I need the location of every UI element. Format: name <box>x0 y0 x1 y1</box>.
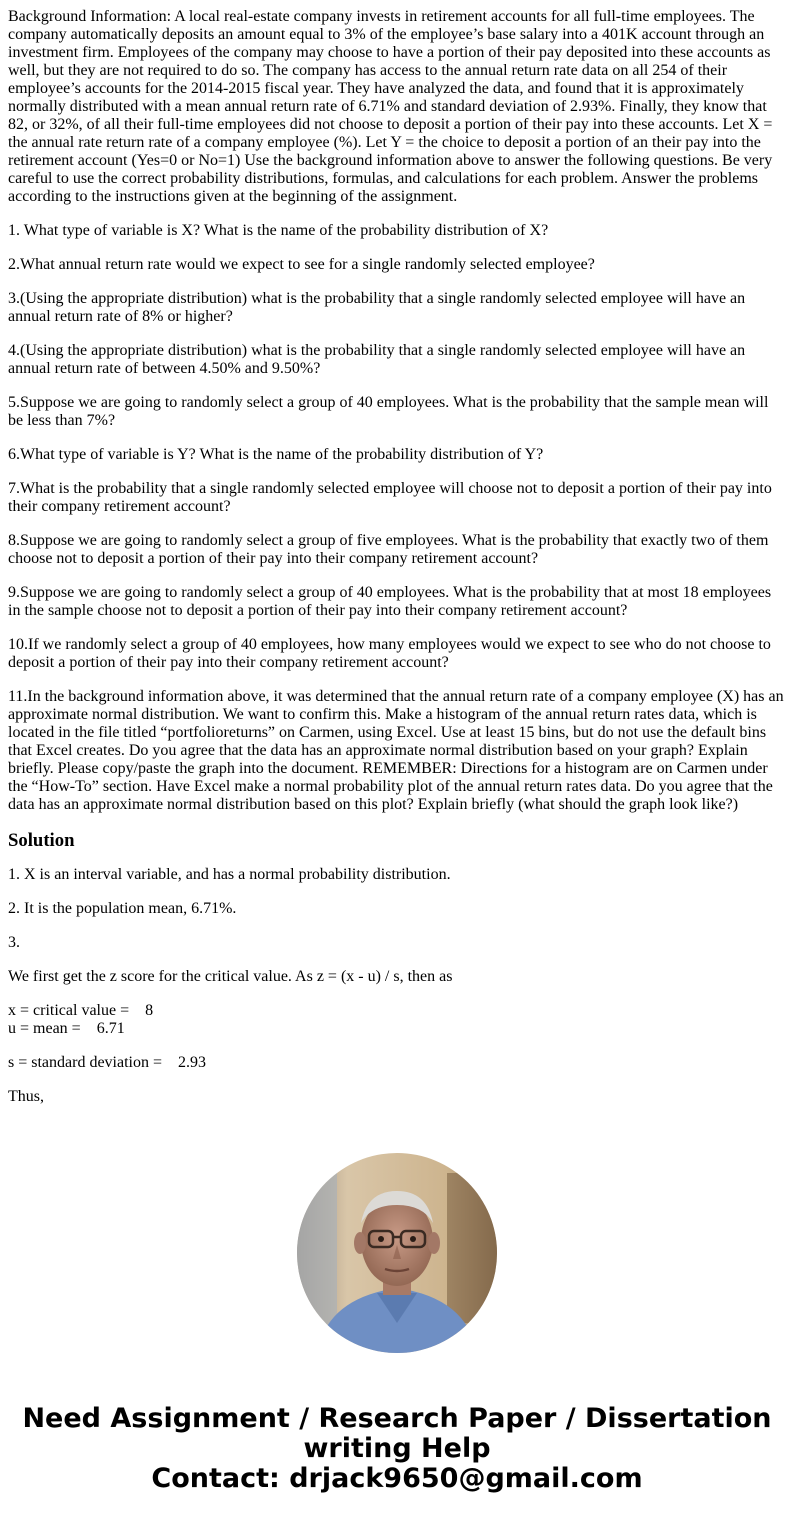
std-dev-line: s = standard deviation = 2.93 <box>8 1054 207 1071</box>
question-5: 5.Suppose we are going to randomly select a group of 40 employees. What is the probability that the sample mean will be less than 7%? <box>8 394 769 429</box>
solution-heading: Solution <box>8 830 75 851</box>
answer-2: 2. It is the population mean, 6.71%. <box>8 900 237 917</box>
question-10: 10.If we randomly select a group of 40 employees, how many employees would we expect to see who do not choose to deposit a portion of their pay into their company retirement account? <box>8 636 771 671</box>
document-body <box>8 8 786 1122</box>
answer-3-label: 3. <box>8 934 20 951</box>
thus-text: Thus, <box>8 1088 44 1105</box>
promo-footer <box>0 1404 794 1494</box>
question-9: 9.Suppose we are going to randomly select a group of 40 employees. What is the probability that at most 18 employees in the sample choose not to deposit a portion of their pay into their company retirement account? <box>8 584 772 619</box>
background-paragraph: Background Information: A local real-estate company invests in retirement accounts for all full-time employees. The company automatically deposits an amount equal to 3% of the employee’s base salary into a 401K account through an investment firm. Employees of the company may choose to have a portion of their pay deposited into these accounts as well, but they are not required to do so. The company has access to the annual return rate data on all 254 of their employee’s accounts for the 2014-2015 fiscal year. They have analyzed the data, and found that it is approximately normally distributed with a mean annual return rate of 6.71% and standard deviation of 2.93%. Finally, they know that 82, or 32%, of all their full-time employees did not choose to deposit a portion of their pay into these accounts. Let X = the annual rate return rate of a company employee (%). Let Y = the choice to deposit a portion of an their pay into the retirement account (Yes=0 or No=1) Use the background information above to answer the following questions. Be very careful to use the correct probability distributions, formulas, and calculations for each problem. Answer the problems according to the instructions given at the beginning of the assignment. <box>8 8 773 205</box>
question-1: 1. What type of variable is X? What is the name of the probability distribution of X? <box>8 222 549 239</box>
calc-values <box>8 1002 786 1038</box>
question-3: 3.(Using the appropriate distribution) what is the probability that a single randomly selected employee will have an annual return rate of 8% or higher? <box>8 290 746 325</box>
question-8: 8.Suppose we are going to randomly select a group of five employees. What is the probability that exactly two of them choose not to deposit a portion of their pay into their company retirement account? <box>8 532 769 567</box>
answer-1: 1. X is an interval variable, and has a normal probability distribution. <box>8 866 451 883</box>
promo-line-2: writing Help <box>303 1433 491 1464</box>
question-11: 11.In the background information above, it was determined that the annual return rate of a company employee (X) has an approximate normal distribution. We want to confirm this. Make a histogram of the annual return rates data, which is located in the file titled “portfolioreturns” on Carmen, using Excel. Use at least 15 bins, but do not use the default bins that Excel creates. Do you agree that the data has an approximate normal distribution based on your graph? Explain briefly. Please copy/paste the graph into the document. REMEMBER: Directions for a histogram are on Carmen under the “How-To” section. Have Excel make a normal probability plot of the annual return rates data. Do you agree that the data has an approximate normal distribution based on this plot? Explain briefly (what should the graph look like?) <box>8 688 784 813</box>
promo-line-1: Need Assignment / Research Paper / Dissertation <box>22 1403 772 1434</box>
question-4: 4.(Using the appropriate distribution) what is the probability that a single randomly selected employee will have an annual return rate of between 4.50% and 9.50%? <box>8 342 746 377</box>
author-avatar <box>297 1153 497 1353</box>
question-6: 6.What type of variable is Y? What is the name of the probability distribution of Y? <box>8 446 544 463</box>
person-photo-icon <box>297 1153 497 1353</box>
mean-line: u = mean = 6.71 <box>8 1020 125 1037</box>
question-7: 7.What is the probability that a single randomly selected employee will choose not to deposit a portion of their pay into their company retirement account? <box>8 480 772 515</box>
z-score-intro: We first get the z score for the critical value. As z = (x - u) / s, then as <box>8 968 453 985</box>
critical-value-line: x = critical value = 8 <box>8 1002 154 1019</box>
promo-contact-line: Contact: drjack9650@gmail.com <box>151 1463 643 1494</box>
question-2: 2.What annual return rate would we expect to see for a single randomly selected employee? <box>8 256 595 273</box>
